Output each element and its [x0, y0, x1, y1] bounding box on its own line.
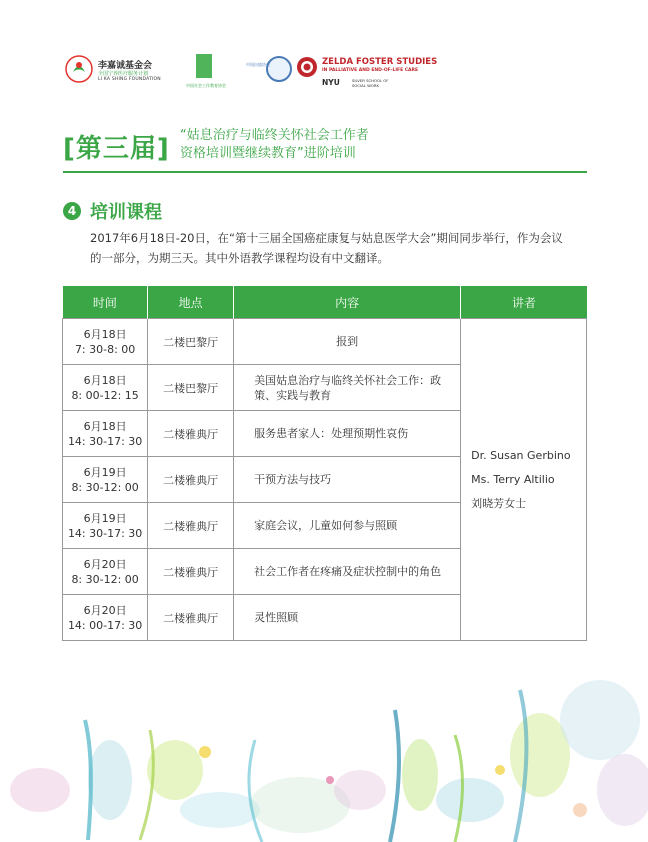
cell-speakers — [461, 319, 587, 641]
cell-date: 6月18日 — [83, 327, 127, 341]
cell-content: 灵性照顾 — [234, 595, 461, 641]
subtitle-line-1: “姑息治疗与临终关怀社会工作者 — [180, 128, 369, 143]
cell-time — [63, 595, 148, 641]
green-block-icon — [196, 54, 212, 78]
cell-place: 二楼巴黎厅 — [148, 365, 234, 411]
cell-hours: 14: 00-17: 30 — [67, 618, 143, 632]
header-time: 时间 — [63, 286, 148, 319]
cell-place: 二楼巴黎厅 — [148, 319, 234, 365]
lks-emblem-icon — [64, 54, 94, 84]
cell-time — [63, 319, 148, 365]
cell-content: 美国姑息治疗与临终关怀社会工作：政策、实践与教育 — [234, 365, 461, 411]
cell-content: 社会工作者在疼痛及症状控制中的角色 — [234, 549, 461, 595]
header-divider — [63, 171, 587, 173]
zelda-subtitle: IN PALLIATIVE AND END-OF-LIFE CARE — [322, 68, 419, 73]
lks-name-cn: 李嘉诚基金会 — [98, 61, 153, 71]
cell-hours: 8: 00-12: 15 — [71, 388, 139, 402]
schedule-table — [62, 286, 587, 641]
section-intro: 2017年6月18日-20日，在“第十三届全国癌症康复与姑息医学大会”期间同步举行，作为会议的一部分，为期三天。其中外语教学课程均设有中文翻译。 — [90, 231, 563, 265]
speaker-3: 刘晓芳女士 — [471, 496, 527, 510]
cell-time — [63, 503, 148, 549]
section-number-badge: 4 — [63, 202, 81, 220]
decorative-watercolor-footer — [0, 660, 648, 842]
cell-date: 6月19日 — [83, 465, 127, 479]
header-speaker: 讲者 — [461, 286, 587, 319]
cell-content: 家庭会议，儿童如何参与照顾 — [234, 503, 461, 549]
cell-place: 二楼雅典厅 — [148, 411, 234, 457]
cell-date: 6月18日 — [83, 419, 127, 433]
cell-content: 报到 — [234, 319, 461, 365]
partner-logos — [64, 52, 444, 94]
tw-caption: 中国社会工作教育协会 — [186, 83, 226, 88]
zelda-title: ZELDA FOSTER STUDIES — [322, 57, 438, 67]
cell-date: 6月20日 — [83, 557, 127, 571]
cell-time — [63, 457, 148, 503]
cell-hours: 7: 30-8: 00 — [74, 342, 136, 356]
cell-hours: 8: 30-12: 00 — [71, 480, 139, 494]
zelda-flower-icon — [296, 56, 318, 78]
li-ka-shing-foundation-logo — [64, 52, 174, 90]
nyu-label: NYU — [322, 78, 340, 87]
header-place: 地点 — [148, 286, 234, 319]
social-work-association-logo — [186, 52, 226, 92]
speaker-2: Ms. Terry Altilio — [471, 472, 555, 486]
section-title: 培训课程 — [90, 202, 162, 223]
cell-time — [63, 549, 148, 595]
cell-hours: 8: 30-12: 00 — [71, 572, 139, 586]
cell-content: 服务患者家人：处理预期性哀伤 — [234, 411, 461, 457]
circle-caption: 中国抗癌协会 — [246, 62, 270, 67]
cell-content: 干预方法与技巧 — [234, 457, 461, 503]
cell-date: 6月19日 — [83, 511, 127, 525]
globe-ring-icon — [266, 56, 292, 82]
table-row — [63, 319, 587, 365]
cell-date: 6月20日 — [83, 603, 127, 617]
cell-date: 6月18日 — [83, 373, 127, 387]
cell-hours: 14: 30-17: 30 — [67, 434, 143, 448]
cell-place: 二楼雅典厅 — [148, 457, 234, 503]
zelda-foster-studies-logo — [296, 56, 446, 92]
program-subtitle — [180, 127, 369, 163]
edition-title: [第三届] — [63, 134, 170, 164]
subtitle-line-2: 资格培训暨继续教育”进阶培训 — [180, 146, 356, 161]
cell-place: 二楼雅典厅 — [148, 549, 234, 595]
table-header-row — [63, 286, 587, 319]
cell-place: 二楼雅典厅 — [148, 595, 234, 641]
silver-school-label: SILVER SCHOOL OF SOCIAL WORK — [352, 78, 389, 88]
speaker-1: Dr. Susan Gerbino — [471, 448, 571, 462]
lks-name-en: LI KA SHING FOUNDATION — [98, 77, 161, 82]
cell-place: 二楼雅典厅 — [148, 503, 234, 549]
cell-time — [63, 365, 148, 411]
lks-sub-cn: 全国宁养医疗服务计划 — [98, 71, 149, 77]
cell-time — [63, 411, 148, 457]
header-content: 内容 — [234, 286, 461, 319]
cell-hours: 14: 30-17: 30 — [67, 526, 143, 540]
